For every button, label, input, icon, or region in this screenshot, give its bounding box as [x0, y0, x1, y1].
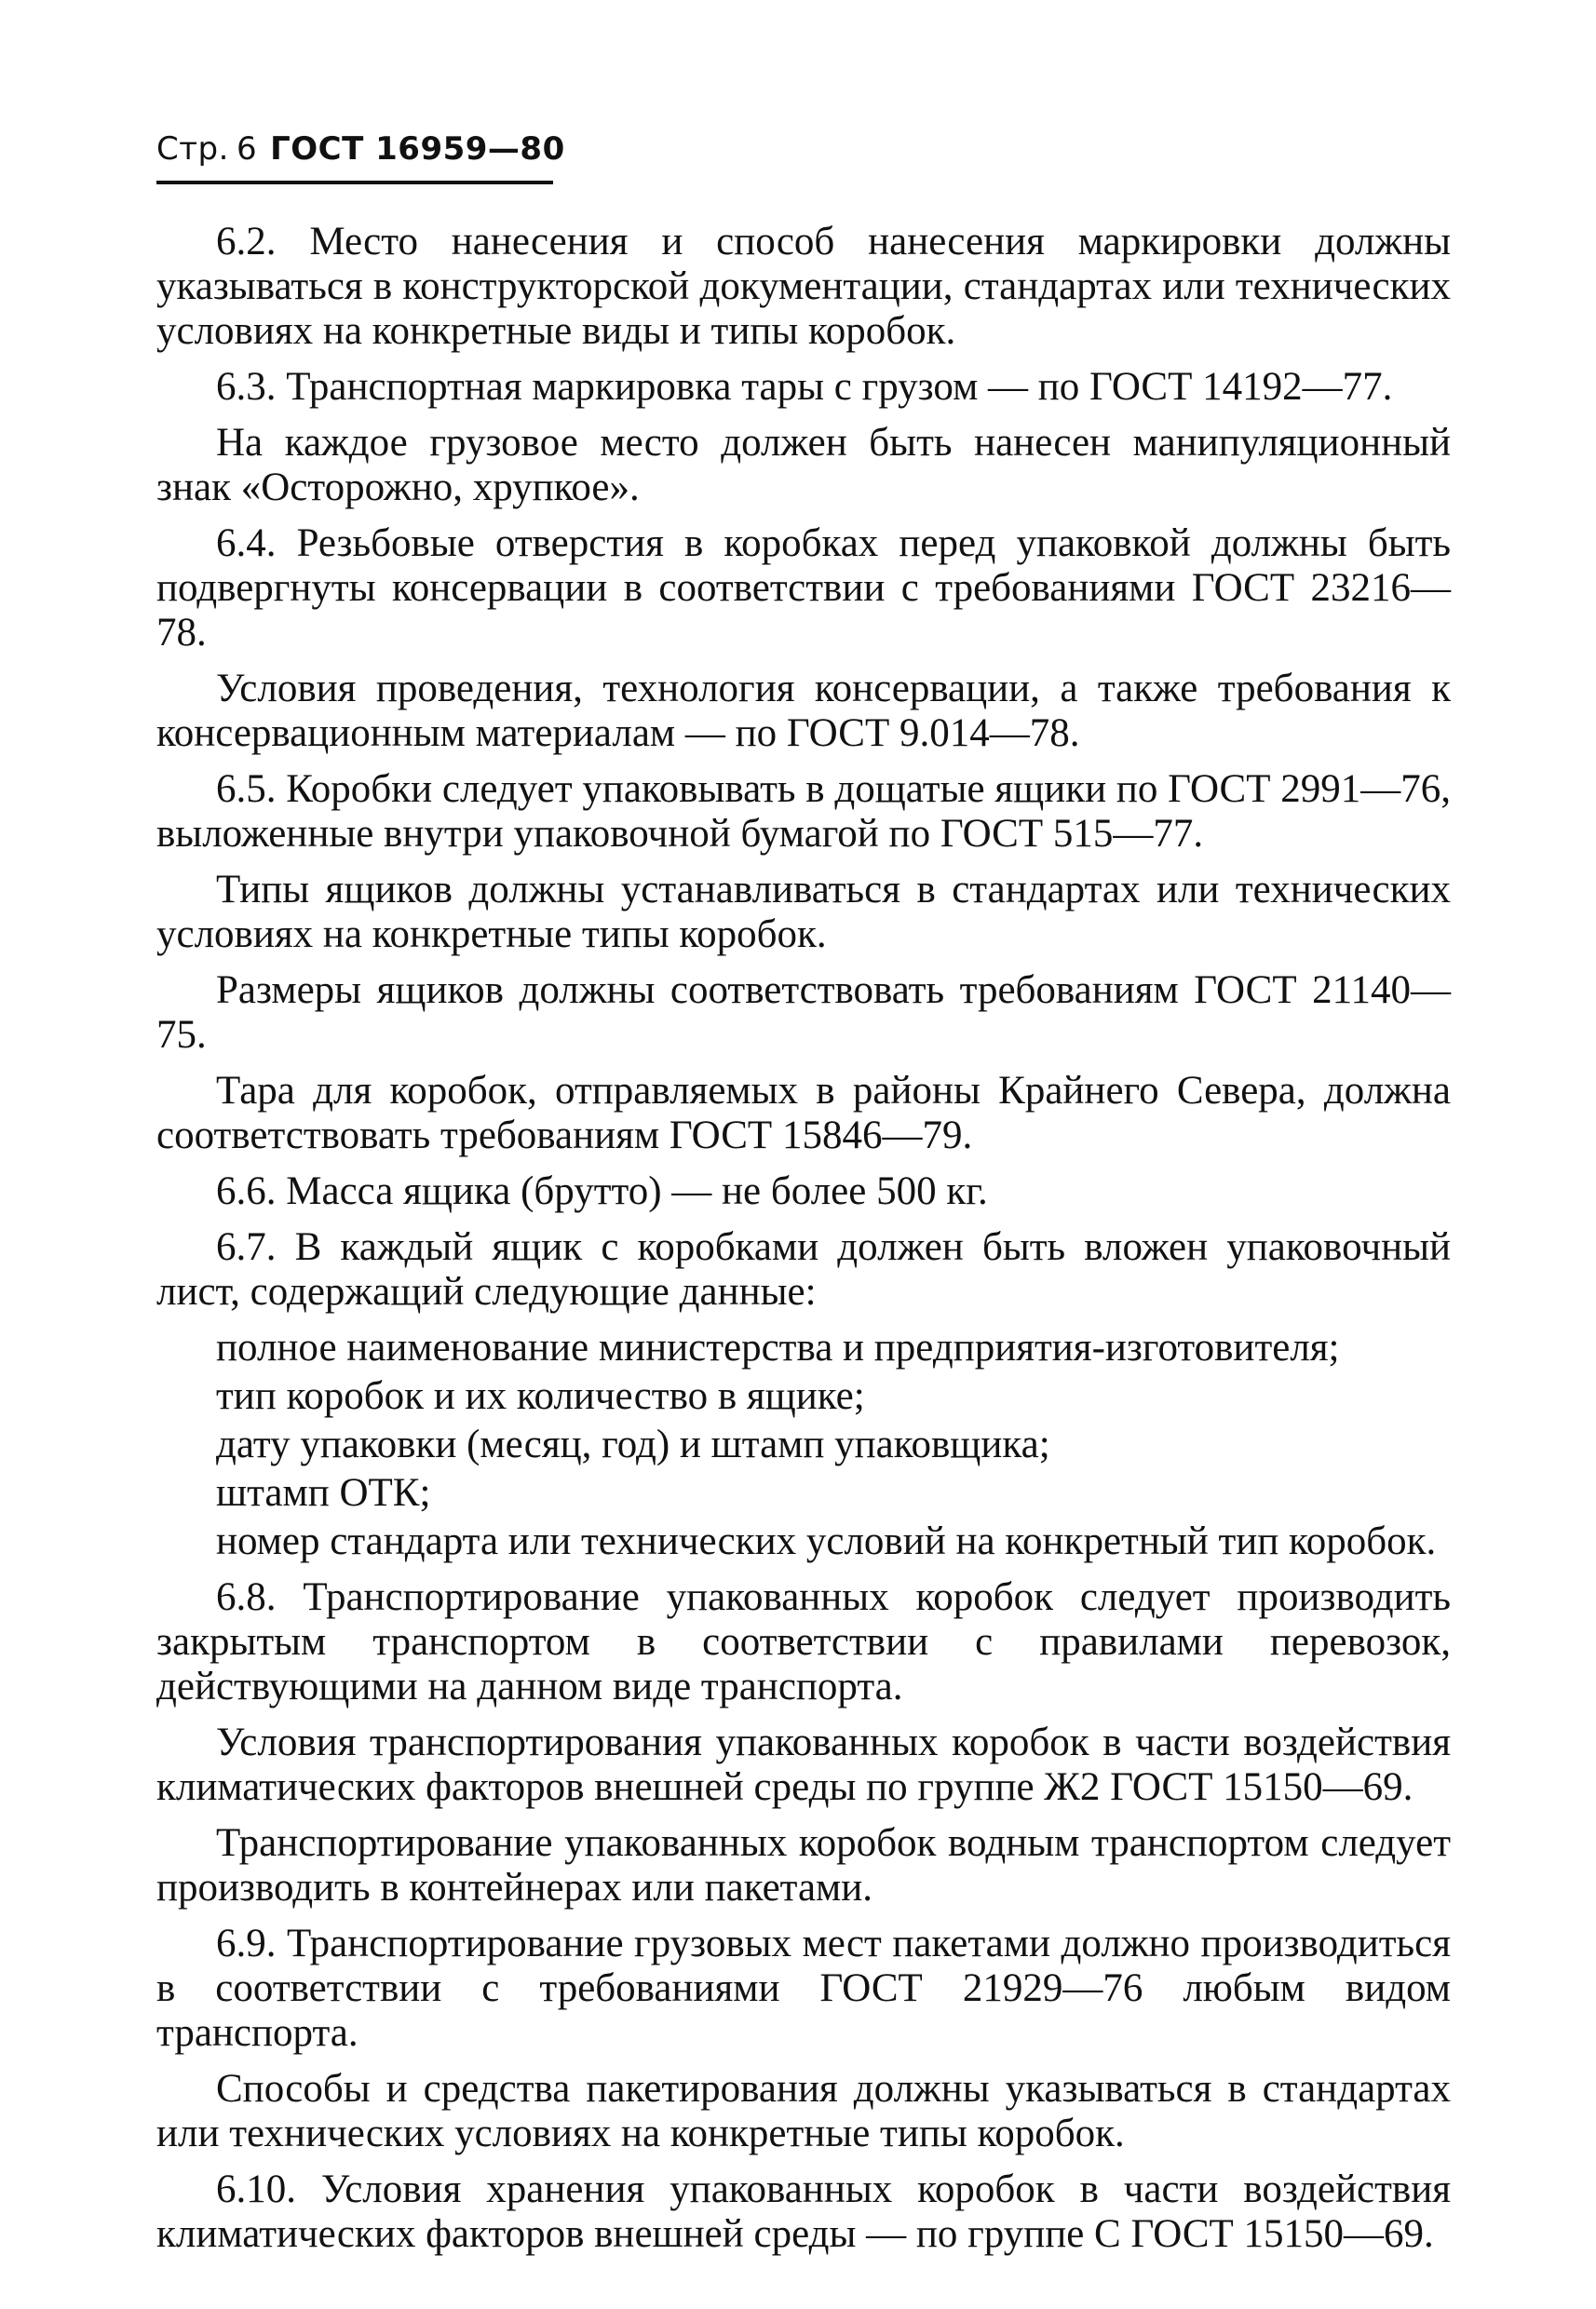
paragraph-conservation: Условия проведения, технология консервации, а также требования к консервационным материалам — по ГОСТ 9.014—78. [156, 667, 1451, 755]
header-rule [156, 181, 553, 184]
paragraph-palletizing: Способы и средства пакетирования должны указываться в стандартах или технических условиях на конкретные типы коробок. [156, 2067, 1451, 2155]
clause-6-6: 6.6. Масса ящика (брутто) — не более 500 кг. [216, 1169, 988, 1213]
document-body [156, 220, 1451, 2257]
document-code: ГОСТ 16959—80 [270, 130, 565, 168]
clause-6-4: 6.4. Резьбовые отверстия в коробках перед упаковкой должны быть подвергнуты консервации в соответствии с требованиями ГОСТ 23216—78. [156, 521, 1451, 655]
page-number: 6 [236, 130, 258, 168]
document-page [156, 130, 1451, 2268]
paragraph-north-packaging: Тара для коробок, отправляемых в районы Крайнего Севера, должна соответствовать требованиям ГОСТ 15846—79. [156, 1069, 1451, 1157]
clause-6-7: 6.7. В каждый ящик с коробками должен быть вложен упаковочный лист, содержащий следующие данные: [156, 1225, 1451, 1314]
paragraph-handling-sign: На каждое грузовое место должен быть нанесен манипуляционный знак «Осторожно, хрупкое». [156, 421, 1451, 509]
paragraph-box-types: Типы ящиков должны устанавливаться в стандартах или технических условиях на конкретные типы коробок. [156, 868, 1451, 956]
list-item-box-type: тип коробок и их количество в ящике; [216, 1374, 865, 1418]
clause-6-5: 6.5. Коробки следует упаковывать в дощатые ящики по ГОСТ 2991—76, выложенные внутри упаковочной бумагой по ГОСТ 515—77. [156, 767, 1451, 856]
clause-6-3: 6.3. Транспортная маркировка тары с грузом — по ГОСТ 14192—77. [216, 365, 1393, 409]
clause-6-9: 6.9. Транспортирование грузовых мест пакетами должно производиться в соответствии с требованиями ГОСТ 21929—76 любым видом транспорта. [156, 1922, 1451, 2055]
paragraph-box-sizes: Размеры ящиков должны соответствовать требованиям ГОСТ 21140—75. [156, 968, 1451, 1057]
paragraph-water-transport: Транспортирование упакованных коробок водным транспортом следует производить в контейнерах или пакетами. [156, 1821, 1451, 1910]
clause-6-8: 6.8. Транспортирование упакованных коробок следует производить закрытым транспортом в соответствии с правилами перевозок, действующими на данном виде транспорта. [156, 1575, 1451, 1708]
list-item-standard-number: номер стандарта или технических условий на конкретный тип коробок. [216, 1519, 1437, 1563]
page-label: Стр. [156, 130, 229, 168]
list-item-manufacturer: полное наименование министерства и предприятия-изготовителя; [216, 1326, 1340, 1370]
page-header [156, 130, 1451, 168]
clause-6-10: 6.10. Условия хранения упакованных коробок в части воздействия климатических факторов внешней среды — по группе С ГОСТ 15150—69. [156, 2167, 1451, 2256]
list-item-packing-date: дату упаковки (месяц, год) и штамп упаковщика; [216, 1423, 1050, 1466]
list-item-qc-stamp: штамп ОТК; [216, 1471, 431, 1515]
paragraph-climate-transport: Условия транспортирования упакованных коробок в части воздействия климатических факторов внешней среды по группе Ж2 ГОСТ 15150—69. [156, 1721, 1451, 1809]
clause-6-2: 6.2. Место нанесения и способ нанесения маркировки должны указываться в конструкторской документации, стандартах или технических условиях на конкретные виды и типы коробок. [156, 220, 1451, 353]
